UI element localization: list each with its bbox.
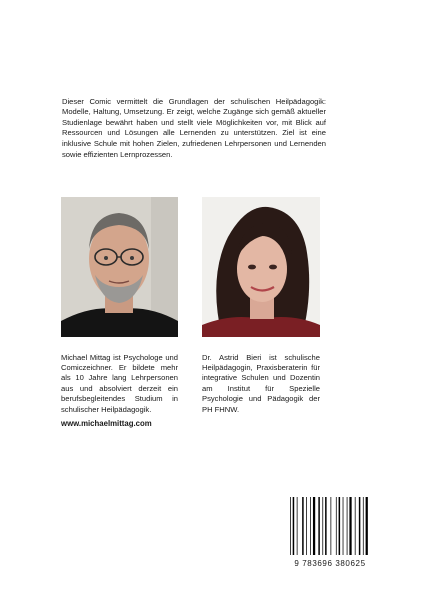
- barcode-bar: [349, 497, 351, 555]
- barcode-bar: [322, 497, 323, 555]
- barcode-bars: [284, 497, 376, 557]
- barcode-bar: [313, 497, 315, 555]
- isbn-number: 9 783696 380625: [294, 559, 366, 568]
- barcode-bar: [293, 497, 295, 555]
- author-bio-astrid-bieri: Dr. Astrid Bieri ist schulische Heilpädagogin, Praxisberaterin für integrative Schulen und Dozentin am Institut für Spezielle Psychologie und Pädagogik der PH FHNW.: [202, 352, 320, 414]
- barcode-bar: [336, 497, 337, 555]
- barcode-bar: [297, 497, 298, 555]
- barcode-bar: [347, 497, 348, 555]
- author-website-link[interactable]: www.michaelmittag.com: [61, 419, 152, 428]
- isbn-barcode: [284, 497, 376, 569]
- author-bio-michael-mittag: Michael Mittag ist Psychologe und Comiczeichner. Er bildete mehr als 10 Jahre lang Lehrpersonen aus und absolviert derzeit ein berufsbegleitendes Studium in schulischer Heilpädagogik.: [61, 352, 178, 414]
- barcode-bar: [306, 497, 307, 555]
- author-photo-astrid-bieri: [202, 197, 320, 337]
- barcode-bar: [355, 497, 356, 555]
- barcode-bar: [359, 497, 361, 555]
- back-cover-blurb: Dieser Comic vermittelt die Grundlagen der schulischen Heilpädagogik: Modelle, Haltung, Umsetzung. Er zeigt, welche Zugänge sich gemäß aktueller Studienlage bewährt haben und stellt viele Möglichkeiten vor, mit Blick auf Ressourcen und Lösungen alle Lernenden zu unterstützen. Ziel ist eine inklusive Schule mit hohen Zielen, zufriedenen Lehrpersonen und Lernenden sowie effizienten Lernprozessen.: [62, 96, 326, 159]
- barcode-bar: [363, 497, 364, 555]
- barcode-bar: [339, 497, 341, 555]
- barcode-bar: [310, 497, 311, 555]
- barcode-bar: [343, 497, 344, 555]
- barcode-bar: [325, 497, 327, 555]
- barcode-bar: [290, 497, 291, 555]
- barcode-bar: [331, 497, 332, 555]
- barcode-bar: [302, 497, 304, 555]
- barcode-bar: [366, 497, 368, 555]
- barcode-bar: [318, 497, 320, 555]
- author-photo-michael-mittag: [61, 197, 178, 337]
